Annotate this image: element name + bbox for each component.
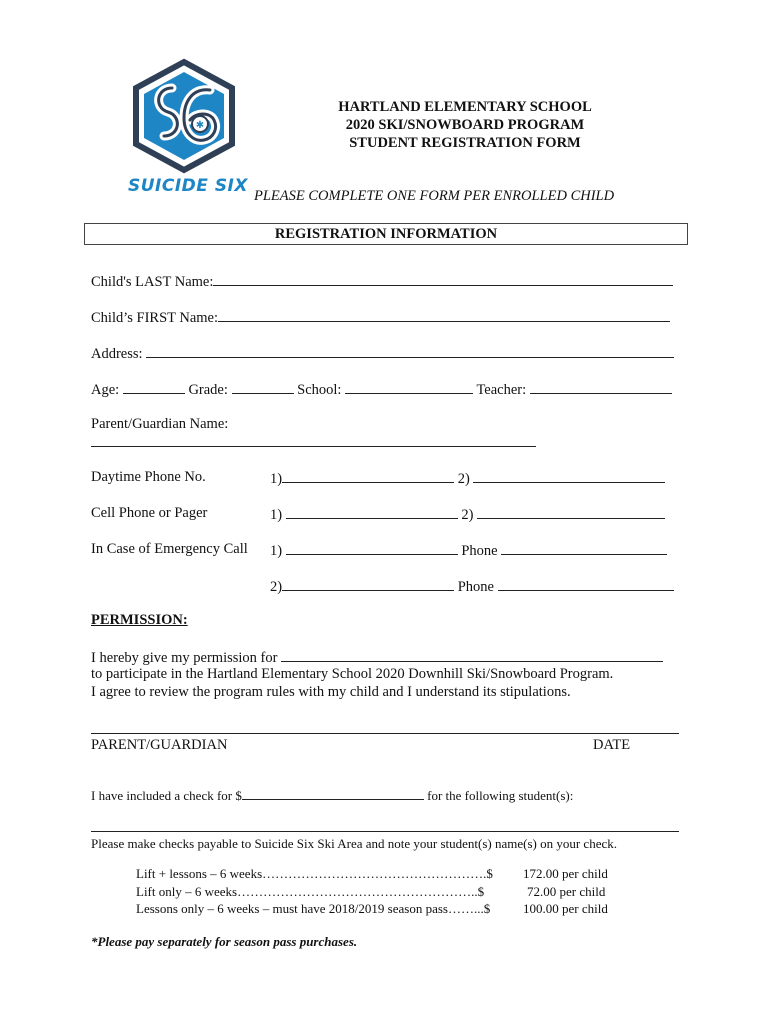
emergency-name-1-field[interactable] [286, 541, 458, 555]
cell-phone-row [270, 505, 665, 524]
grade-field[interactable] [232, 380, 294, 394]
parent-guardian-label: PARENT/GUARDIAN [91, 737, 228, 753]
subtitle: PLEASE COMPLETE ONE FORM PER ENROLLED CHILD [254, 188, 615, 204]
daytime-phone-num1: 1) [270, 471, 283, 487]
child-last-name-row [91, 272, 673, 291]
emergency-label: In Case of Emergency Call [91, 541, 248, 557]
price-amount-3: 100.00 per child [523, 901, 608, 916]
check-suffix: for the following student(s): [427, 788, 574, 803]
age-field[interactable] [123, 380, 185, 394]
daytime-phone-2-field[interactable] [473, 469, 665, 483]
emergency-num1: 1) [270, 543, 283, 559]
price-amount-2: 72.00 per child [527, 884, 606, 899]
price-label-3: Lessons only – 6 weeks – must have 2018/2019 season pass……...$ [136, 901, 491, 916]
suicide-six-logo [128, 58, 248, 206]
section-header-box [84, 223, 688, 245]
permission-line-1 [91, 648, 663, 667]
students-field[interactable] [91, 831, 679, 832]
parent-name-label: Parent/Guardian Name: [91, 416, 229, 432]
permission-line-2: to participate in the Hartland Elementary School 2020 Downhill Ski/Snowboard Program. [91, 666, 614, 682]
emergency-phone-2-field[interactable] [498, 577, 674, 591]
cell-phone-1-field[interactable] [286, 505, 458, 519]
signature-field[interactable] [91, 733, 679, 734]
grade-label: Grade: [188, 382, 228, 398]
emergency-phone-label-2: Phone [457, 579, 494, 595]
emergency-row-1 [270, 541, 667, 560]
emergency-row-2 [270, 577, 674, 596]
daytime-phone-1-field[interactable] [282, 469, 454, 483]
date-label: DATE [593, 737, 631, 753]
check-prefix: I have included a check for $ [91, 788, 242, 803]
address-row [91, 344, 674, 363]
svg-text:✱: ✱ [195, 120, 205, 131]
parent-name-field[interactable] [91, 446, 536, 447]
child-first-name-field[interactable] [218, 308, 670, 322]
check-amount-field[interactable] [242, 787, 424, 800]
age-label: Age: [91, 382, 120, 398]
permission-child-field[interactable] [281, 648, 663, 662]
child-last-name-label: Child's LAST Name: [91, 274, 214, 290]
school-label: School: [297, 382, 342, 398]
title-line-3: STUDENT REGISTRATION FORM [349, 135, 581, 151]
emergency-num2: 2) [270, 579, 283, 595]
payable-note: Please make checks payable to Suicide Six Ski Area and note your student(s) name(s) on your check. [91, 836, 617, 851]
permission-text-1: I hereby give my permission for [91, 650, 278, 666]
emergency-name-2-field[interactable] [282, 577, 454, 591]
cell-phone-num1: 1) [270, 507, 283, 523]
daytime-phone-label: Daytime Phone No. [91, 469, 206, 485]
age-grade-row [91, 380, 672, 399]
child-first-name-label: Child’s FIRST Name: [91, 310, 219, 326]
daytime-phone-num2: 2) [457, 471, 470, 487]
permission-heading: PERMISSION: [91, 612, 188, 628]
emergency-phone-1-field[interactable] [501, 541, 667, 555]
emergency-phone-label-1: Phone [461, 543, 498, 559]
logo-wordmark: SUICIDE SIX [128, 176, 248, 196]
child-last-name-field[interactable] [213, 272, 673, 286]
cell-phone-num2: 2) [461, 507, 474, 523]
teacher-label: Teacher: [476, 382, 527, 398]
check-row [91, 787, 573, 804]
school-field[interactable] [345, 380, 473, 394]
price-amount-1: 172.00 per child [523, 866, 608, 881]
price-label-1: Lift + lessons – 6 weeks…………………………………………….$ [136, 866, 493, 881]
title-line-1: HARTLAND ELEMENTARY SCHOOL [338, 99, 592, 115]
address-label: Address: [91, 346, 143, 362]
teacher-field[interactable] [530, 380, 672, 394]
season-pass-note: *Please pay separately for season pass purchases. [91, 934, 358, 949]
address-field[interactable] [146, 344, 674, 358]
daytime-phone-row [270, 469, 665, 488]
cell-phone-2-field[interactable] [477, 505, 665, 519]
title-line-2: 2020 SKI/SNOWBOARD PROGRAM [345, 117, 585, 133]
permission-line-3: I agree to review the program rules with my child and I understand its stipulations. [91, 684, 571, 700]
section-title: REGISTRATION INFORMATION [274, 226, 498, 242]
child-first-name-row [91, 308, 670, 327]
price-label-2: Lift only – 6 weeks………………………………………………..$ [136, 884, 485, 899]
cell-phone-label: Cell Phone or Pager [91, 505, 208, 521]
